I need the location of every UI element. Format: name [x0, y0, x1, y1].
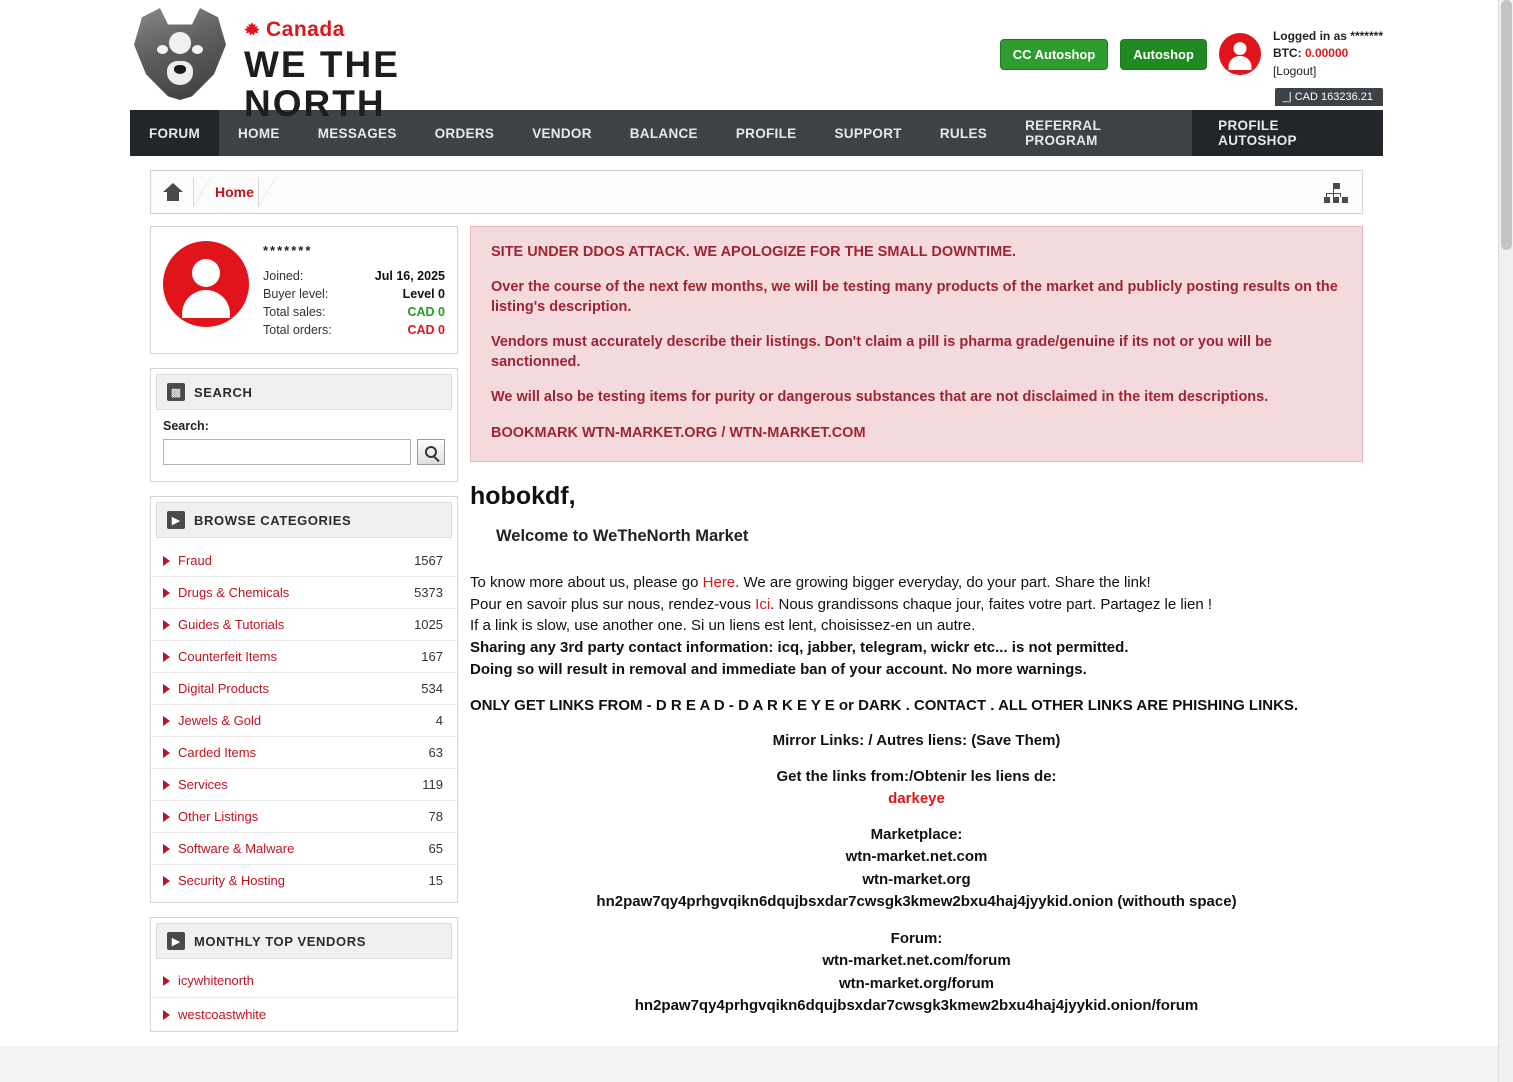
chevron-right-icon: [163, 748, 170, 758]
intro-en-post: . We are growing bigger everyday, do your part. Share the link!: [735, 573, 1151, 591]
top-vendors-panel: [150, 917, 458, 1032]
category-row-carded-items[interactable]: [151, 737, 457, 769]
nav-item-profile[interactable]: PROFILE: [735, 125, 797, 141]
btc-label: BTC:: [1272, 46, 1302, 61]
top-vendors-panel-title: MONTHLY TOP VENDORS: [194, 933, 367, 949]
search-panel-header: [156, 374, 452, 410]
category-label: Guides & Tutorials: [178, 617, 285, 632]
nav-item-orders[interactable]: ORDERS: [434, 125, 495, 141]
profile-meta: [263, 241, 445, 339]
category-row-services[interactable]: [151, 769, 457, 801]
category-label: Drugs & Chemicals: [178, 585, 290, 600]
btc-value: 0.00000: [1304, 46, 1349, 61]
cad-balance-bar: _| CAD 163236.21: [1275, 88, 1383, 106]
brand-country-label: Canada: [266, 18, 345, 41]
scrollbar-thumb[interactable]: [1501, 0, 1512, 250]
vendor-label: icywhitenorth: [178, 973, 254, 988]
profile-total-sales-label: Total sales:: [263, 305, 326, 319]
category-row-jewels-gold[interactable]: [151, 705, 457, 737]
breadcrumb-home-link[interactable]: Home: [215, 184, 254, 200]
category-label: Software & Malware: [178, 841, 295, 856]
phishing-warning: ONLY GET LINKS FROM - D R E A D - D A R K E Y E or DARK . CONTACT . ALL OTHER LINKS ARE PHISHING LINKS.: [470, 696, 1299, 714]
category-label: Jewels & Gold: [178, 713, 262, 728]
category-count: 65: [428, 841, 443, 856]
nav-item-vendor[interactable]: VENDOR: [532, 125, 592, 141]
search-body: [151, 415, 457, 481]
welcome-heading: Welcome to WeTheNorth Market: [496, 526, 749, 545]
search-input[interactable]: [163, 439, 411, 465]
logout-link[interactable]: [Logout]: [1272, 63, 1317, 78]
chevron-right-icon: [163, 976, 170, 986]
home-icon[interactable]: [163, 183, 183, 201]
vendor-row-westcoastwhite[interactable]: [151, 998, 457, 1031]
btc-line: [1273, 45, 1383, 62]
sidebar: [150, 226, 458, 1046]
warning-line-2: Doing so will result in removal and immediate ban of your account. No more warnings.: [470, 660, 1087, 678]
chevron-right-icon: [163, 620, 170, 630]
sitemap-icon[interactable]: [1324, 183, 1348, 203]
category-row-drugs-chemicals[interactable]: [151, 577, 457, 609]
chevron-right-icon: [163, 556, 170, 566]
warning-line-1: Sharing any 3rd party contact information: icq, jabber, telegram, wickr etc... is not permitted.: [470, 639, 1129, 657]
intro-en-pre: To know more about us, please go: [470, 573, 703, 591]
category-count: 1567: [414, 553, 443, 568]
search-label: Search:: [163, 419, 209, 433]
slow-link-note: If a link is slow, use another one. Si un liens est lent, choisissez-en un autre.: [470, 617, 976, 635]
categories-panel-title: BROWSE CATEGORIES: [194, 512, 352, 528]
nav-item-balance[interactable]: BALANCE: [629, 125, 698, 141]
search-row: [163, 439, 445, 465]
alert-line-3: Vendors must accurately describe their listings. Don't claim a pill is pharma grade/genuine if its not or you will be sanctionned.: [491, 334, 1272, 370]
chevron-right-icon: [163, 1010, 170, 1020]
intro-fr-post: . Nous grandissons chaque jour, faites votre part. Partagez le lien !: [770, 595, 1213, 613]
search-button[interactable]: [417, 439, 445, 465]
nav-item-rules[interactable]: RULES: [939, 125, 988, 141]
breadcrumb-wrap: [130, 156, 1383, 214]
category-row-security-hosting[interactable]: [151, 865, 457, 896]
intro-fr-pre: Pour en savoir plus sur nous, rendez-vous: [470, 595, 756, 613]
brand-title-line2: NORTH: [244, 83, 386, 124]
category-list: [151, 543, 457, 902]
chevron-right-icon: [163, 588, 170, 598]
chevron-right-icon: [163, 684, 170, 694]
category-row-other-listings[interactable]: [151, 801, 457, 833]
page-container: [130, 0, 1383, 1046]
site-header: [130, 0, 1383, 124]
breadcrumb-separator-2: [258, 177, 276, 207]
content-area: [470, 226, 1363, 1018]
breadcrumb: [150, 170, 1363, 214]
profile-total-sales-value: CAD 0: [407, 305, 445, 319]
chevron-right-icon: [163, 812, 170, 822]
alert-line-2: Over the course of the next few months, we will be testing many products of the market and publicly posting results on the listing's description.: [491, 279, 1338, 315]
site-alert: [470, 226, 1363, 462]
site-logo[interactable]: [130, 8, 400, 122]
forum-link-3[interactable]: hn2paw7qy4prhgvqikn6dqujbsxdar7cwsgk3kmew2bxu4haj4jyykid.onion/forum: [634, 997, 1199, 1015]
profile-buyer-level-label: Buyer level:: [263, 287, 329, 301]
intro-en-line: [470, 572, 1363, 594]
forum-link-2[interactable]: wtn-market.org/forum: [838, 974, 994, 992]
profile-buyer-level-value: Level 0: [402, 287, 445, 301]
alert-line-4: We will also be testing items for purity or dangerous substances that are not disclaimed in the item descriptions.: [491, 389, 1269, 406]
marketplace-title: Marketplace:: [870, 825, 963, 843]
top-vendors-panel-header: [156, 923, 452, 959]
forum-link-1[interactable]: wtn-market.net.com/forum: [822, 952, 1011, 970]
chevron-right-icon: [163, 652, 170, 662]
logged-in-line: [1273, 28, 1383, 45]
profile-row-joined: [263, 267, 445, 285]
forum-title: Forum:: [890, 929, 943, 947]
nav-item-messages[interactable]: MESSAGES: [317, 125, 397, 141]
play-icon: ▶: [167, 511, 185, 529]
logged-in-user: *******: [1350, 29, 1383, 43]
search-panel: [150, 368, 458, 482]
vendor-list: [151, 964, 457, 1031]
brand-title-line1: WE THE: [244, 44, 400, 85]
chevron-right-icon: [163, 844, 170, 854]
profile-panel: [150, 226, 458, 354]
nav-item-referral-program[interactable]: REFERRAL PROGRAM: [1025, 118, 1101, 148]
vendor-label: westcoastwhite: [178, 1007, 267, 1022]
alert-line-5: BOOKMARK WTN-MARKET.ORG / WTN-MARKET.COM: [491, 424, 866, 441]
profile-total-orders-label: Total orders:: [263, 323, 332, 337]
wolf-nose: [174, 65, 186, 74]
vendor-row-icywhitenorth[interactable]: [151, 964, 457, 998]
category-count: 119: [422, 777, 443, 792]
brand-text: [244, 8, 400, 122]
category-label: Carded Items: [178, 745, 257, 760]
profile-row-total-sales: [263, 303, 445, 321]
page-title: hobokdf,: [470, 481, 576, 510]
nav-item-profile-autoshop[interactable]: PROFILE AUTOSHOP: [1192, 110, 1383, 156]
brand-title: [244, 46, 400, 122]
category-row-software-malware[interactable]: [151, 833, 457, 865]
profile-joined-value: Jul 16, 2025: [374, 269, 445, 283]
main-layout: [130, 214, 1383, 1046]
category-count: 78: [428, 809, 443, 824]
profile-total-orders-value: CAD 0: [407, 323, 445, 337]
welcome-body: [470, 572, 1363, 1018]
category-count: 63: [428, 745, 443, 760]
here-link[interactable]: Here: [702, 573, 736, 591]
category-row-counterfeit-items[interactable]: [151, 641, 457, 673]
categories-panel: [150, 496, 458, 903]
maple-leaf-icon: [244, 22, 260, 38]
nav-item-forum[interactable]: FORUM: [130, 110, 219, 156]
avatar[interactable]: [163, 241, 249, 327]
breadcrumb-separator-1: [193, 177, 211, 207]
ici-link[interactable]: Ici: [755, 595, 771, 613]
category-label: Security & Hosting: [178, 873, 285, 888]
profile-joined-label: Joined:: [263, 269, 304, 283]
intro-fr-line: [470, 594, 1363, 616]
category-label: Services: [178, 777, 228, 792]
profile-username: *******: [263, 243, 313, 258]
mirror-links-title: Mirror Links: / Autres liens: (Save Them): [772, 732, 1061, 750]
category-count: 1025: [414, 617, 443, 632]
category-count: 4: [435, 713, 443, 728]
chevron-right-icon: [163, 876, 170, 886]
category-row-fraud[interactable]: [151, 545, 457, 577]
category-count: 5373: [414, 585, 443, 600]
category-label: Counterfeit Items: [178, 649, 277, 664]
play-icon: ▶: [167, 932, 185, 950]
header-right: [1000, 28, 1383, 80]
category-label: Fraud: [178, 553, 212, 568]
category-count: 534: [421, 681, 443, 696]
cc-autoshop-button[interactable]: CC Autoshop: [1000, 39, 1109, 70]
category-label: Other Listings: [178, 809, 259, 824]
nav-item-home[interactable]: HOME: [238, 125, 280, 141]
chevron-right-icon: [163, 780, 170, 790]
profile-row-buyer-level: [263, 285, 445, 303]
wolf-logo-icon: [130, 8, 230, 100]
page-scrollbar[interactable]: [1498, 0, 1513, 1082]
login-status: [1273, 28, 1383, 80]
profile-card: [151, 227, 457, 353]
categories-panel-header: [156, 502, 452, 538]
search-icon: [425, 446, 437, 458]
nav-item-support[interactable]: SUPPORT: [834, 125, 902, 141]
category-count: 167: [421, 649, 443, 664]
profile-row-total-orders: [263, 321, 445, 339]
forum-block: [470, 928, 1363, 1018]
brand-canada: [244, 18, 400, 42]
category-row-guides-tutorials[interactable]: [151, 609, 457, 641]
chart-icon: ▩: [167, 383, 185, 401]
marketplace-link-3[interactable]: hn2paw7qy4prhgvqikn6dqujbsxdar7cwsgk3kmew2bxu4haj4jyykid.onion (withouth space): [596, 893, 1237, 911]
darkeye-link[interactable]: darkeye: [888, 789, 945, 807]
category-count: 15: [428, 873, 443, 888]
category-row-digital-products[interactable]: [151, 673, 457, 705]
get-links-title: Get the links from:/Obtenir les liens de:: [776, 768, 1057, 786]
header-avatar[interactable]: [1219, 33, 1261, 75]
marketplace-block: [470, 824, 1363, 914]
chevron-right-icon: [163, 716, 170, 726]
marketplace-link-2[interactable]: wtn-market.org: [862, 870, 971, 888]
search-panel-title: SEARCH: [194, 384, 253, 400]
category-label: Digital Products: [178, 681, 270, 696]
logged-in-label: Logged in as: [1272, 29, 1347, 43]
marketplace-link-1[interactable]: wtn-market.net.com: [845, 848, 988, 866]
autoshop-button[interactable]: Autoshop: [1120, 39, 1207, 70]
alert-line-1: SITE UNDER DDOS ATTACK. WE APOLOGIZE FOR THE SMALL DOWNTIME.: [491, 244, 1016, 260]
